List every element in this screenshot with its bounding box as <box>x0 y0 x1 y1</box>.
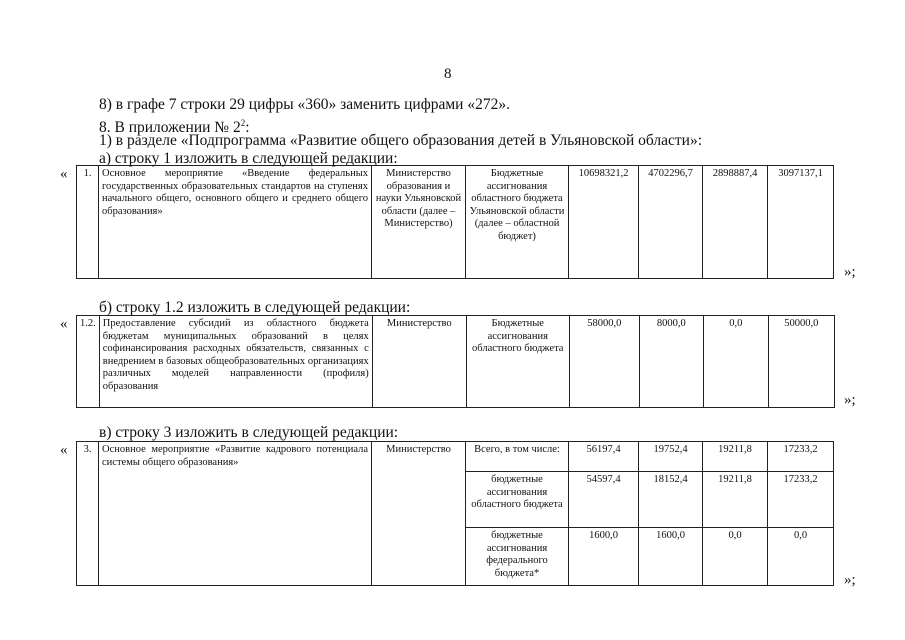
row-number: 1. <box>77 166 99 279</box>
section-c-heading: в) строку 3 изложить в следующей редакции: <box>99 424 399 441</box>
row-total-value-1: 56197,4 <box>569 442 639 472</box>
row-executor: Министерство <box>372 316 466 408</box>
row-value-1: 10698321,2 <box>569 166 639 279</box>
row-total-value-3: 19211,8 <box>703 442 768 472</box>
row-source-total: Всего, в том числе: <box>466 442 569 472</box>
line2-colon: : <box>245 119 250 136</box>
paragraph-line-1: 8) в графе 7 строки 29 цифры «360» заменить цифрами «272». <box>99 96 510 113</box>
quote-close-a: »; <box>844 264 856 280</box>
page-number: 8 <box>444 66 452 82</box>
quote-open-b: « <box>60 316 68 332</box>
row-value-3: 2898887,4 <box>703 166 768 279</box>
row-value-3: 0,0 <box>703 316 768 408</box>
row-value-4: 3097137,1 <box>768 166 834 279</box>
row-federal-value-1: 1600,0 <box>569 528 639 586</box>
row-source-federal: бюджетные ассигнования федерального бюджета* <box>466 528 569 586</box>
row-number: 1.2. <box>77 316 100 408</box>
row-federal-value-3: 0,0 <box>703 528 768 586</box>
row-total-value-4: 17233,2 <box>768 442 834 472</box>
quote-open-a: « <box>60 166 68 182</box>
row-federal-value-2: 1600,0 <box>639 528 703 586</box>
row-executor: Министерство <box>372 442 466 586</box>
paragraph-line-3: 1) в разделе «Подпрограмма «Развитие общего образования детей в Ульяновской области»: <box>99 132 703 149</box>
quote-close-b: »; <box>844 392 856 408</box>
row-regional-value-1: 54597,4 <box>569 472 639 528</box>
quote-close-c: »; <box>844 572 856 588</box>
row-executor: Министерство образования и науки Ульяновской области (далее – Министерство) <box>372 166 466 279</box>
table-row-1-2 <box>76 315 835 408</box>
row-name: Основное мероприятие «Введение федеральных государственных образовательных стандартов на ступенях начального общего, основного общего и среднего общего образования» <box>99 166 372 279</box>
row-regional-value-4: 17233,2 <box>768 472 834 528</box>
row-value-2: 4702296,7 <box>639 166 703 279</box>
row-regional-value-3: 19211,8 <box>703 472 768 528</box>
row-value-2: 8000,0 <box>639 316 703 408</box>
row-total-value-2: 19752,4 <box>639 442 703 472</box>
row-source-regional: бюджетные ассигнования областного бюджета <box>466 472 569 528</box>
line2-superscript: 2 <box>240 118 246 128</box>
row-name: Предоставление субсидий из областного бюджета бюджетам муниципальных образований в целях софинансирования расходных обязательств, связанных с внедрением в базовых общеобразовательных организациях различных моделей направленности (профиля) образования <box>99 316 372 408</box>
table-row-1 <box>76 165 834 279</box>
row-source: Бюджетные ассигнования областного бюджета <box>466 316 569 408</box>
row-regional-value-2: 18152,4 <box>639 472 703 528</box>
row-value-4: 50000,0 <box>768 316 834 408</box>
line2-text: 8. В приложении № 2 <box>99 119 241 136</box>
table-row-3 <box>76 441 834 586</box>
row-name: Основное мероприятие «Развитие кадрового потенциала системы общего образования» <box>99 442 372 586</box>
row-number: 3. <box>77 442 99 586</box>
section-b-heading: б) строку 1.2 изложить в следующей редакции: <box>99 299 411 316</box>
row-value-1: 58000,0 <box>569 316 639 408</box>
section-a-heading: а) строку 1 изложить в следующей редакции: <box>99 150 398 167</box>
quote-open-c: « <box>60 442 68 458</box>
row-federal-value-4: 0,0 <box>768 528 834 586</box>
row-source: Бюджетные ассигнования областного бюджета Ульяновской области (далее – областной бюджет) <box>466 166 569 279</box>
